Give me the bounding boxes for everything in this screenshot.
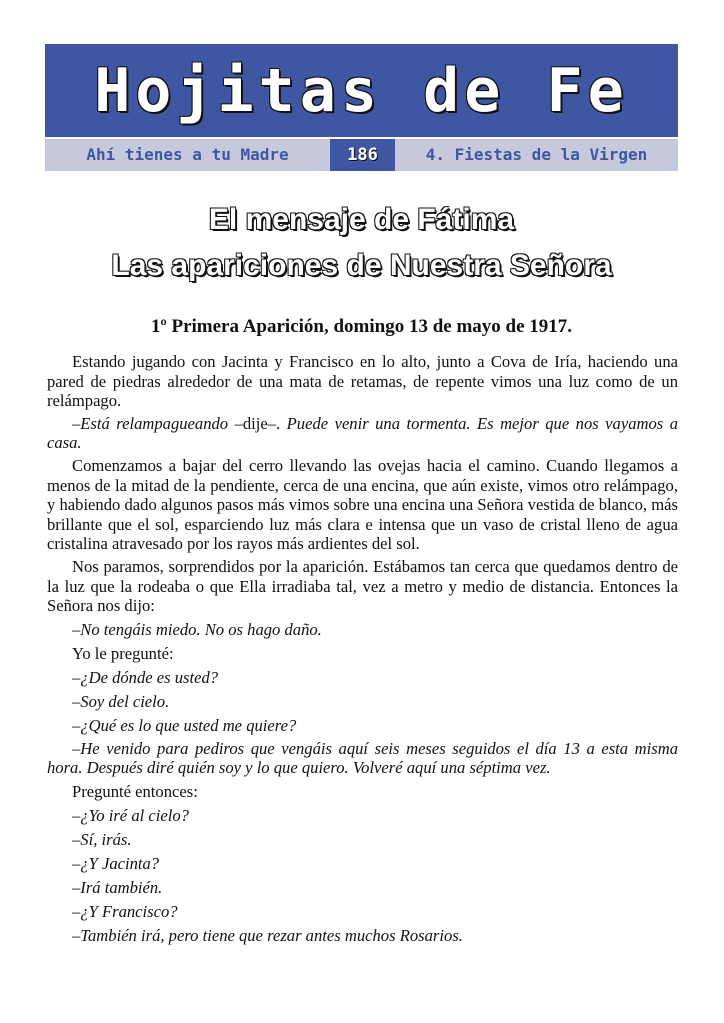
paragraph: Estando jugando con Jacinta y Francisco en lo alto, junto a Cova de Iría, haciendo una pared de piedras alrededor de una mata de retamas, de repente vimos una luz como de un relámpago.	[47, 352, 678, 411]
italic-speech: –Está relampagueando	[72, 413, 229, 433]
article-body	[47, 352, 678, 946]
paragraph: Comenzamos a bajar del cerro llevando las ovejas hacia el camino. Cuando llegamos a menos de la mitad de la pendiente, cerca de una encina, que aún existe, vimos otro relámpago, y habiendo dado algunos pasos más vimos sobre una encina una Señora vestida de blanco, más brillante que el sol, esparciendo luz más clara e intensa que un vaso de cristal lleno de agua cristalina atravesado por los rayos más ardientes del sol.	[47, 455, 678, 554]
italic-speech: –También irá, pero tiene que rezar antes muchos Rosarios.	[72, 925, 463, 945]
masthead-title: Hojitas de Fe	[94, 56, 629, 126]
section-heading: 1º Primera Aparición, domingo 13 de mayo de 1917.	[150, 316, 573, 337]
dialogue-line	[47, 926, 678, 946]
masthead-subtitle-left: Ahí tienes a tu Madre	[86, 145, 289, 164]
issue-number: 186	[330, 139, 395, 171]
masthead-strip	[45, 137, 678, 171]
narration: –dije–.	[228, 413, 287, 433]
dialogue-line	[47, 716, 678, 736]
italic-speech: Puede venir una tormenta. Es mejor que nos vayamos a casa.	[47, 413, 678, 453]
dialogue-line	[47, 830, 678, 850]
article-title: El mensaje de Fátima	[208, 203, 515, 236]
dialogue-line	[47, 668, 678, 688]
masthead	[45, 44, 678, 169]
italic-speech: –¿Y Jacinta?	[72, 853, 160, 873]
dialogue-line: Pregunté entonces:	[72, 781, 198, 801]
italic-speech: –He venido para pediros que vengáis aquí seis meses seguidos el día 13 a esta misma hora. Después diré quién soy y lo que quiero. Volveré aquí una séptima vez.	[47, 738, 678, 778]
dialogue-line	[47, 692, 678, 712]
italic-speech: –¿De dónde es usted?	[72, 667, 219, 687]
italic-speech: –No tengáis miedo. No os hago daño.	[72, 619, 322, 639]
italic-speech: –Sí, irás.	[72, 829, 132, 849]
dialogue-line	[47, 878, 678, 898]
article-subtitle: Las apariciones de Nuestra Señora	[111, 249, 612, 282]
dialogue-line	[47, 620, 678, 640]
paragraph-dialogue	[47, 414, 678, 453]
italic-speech: –¿Y Francisco?	[72, 901, 178, 921]
dialogue-line: Yo le pregunté:	[72, 643, 174, 663]
dialogue-paragraph	[47, 739, 678, 778]
dialogue-line	[47, 806, 678, 826]
dialogue-line	[47, 902, 678, 922]
paragraph: Nos paramos, sorprendidos por la aparición. Estábamos tan cerca que quedamos dentro de la luz que la rodeaba o que Ella irradiaba tal, vez a metro y medio de distancia. Entonces la Señora nos dijo:	[47, 556, 678, 616]
italic-speech: –Irá también.	[72, 877, 163, 897]
italic-speech: –¿Qué es lo que usted me quiere?	[72, 715, 297, 735]
italic-speech: –Soy del cielo.	[72, 691, 170, 711]
dialogue-line	[47, 854, 678, 874]
italic-speech: –¿Yo iré al cielo?	[72, 805, 189, 825]
masthead-subtitle-right: 4. Fiestas de la Virgen	[425, 145, 648, 164]
